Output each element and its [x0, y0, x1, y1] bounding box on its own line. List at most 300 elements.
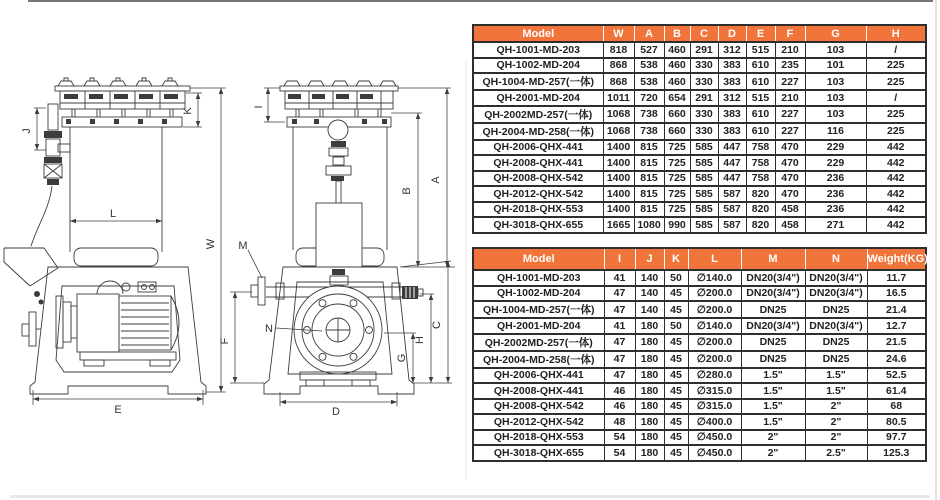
- value-cell: 660: [664, 123, 690, 140]
- model-cell: QH-2002MD-257(一体): [473, 334, 604, 351]
- manifold-bar: [62, 117, 182, 127]
- value-cell: 180: [635, 383, 664, 399]
- value-cell: 758: [746, 155, 775, 171]
- column-header: H: [866, 25, 926, 42]
- value-cell: DN20(3/4"): [741, 318, 805, 334]
- model-cell: QH-3018-QHX-655: [473, 217, 603, 233]
- value-cell: 180: [635, 414, 664, 430]
- value-cell: 660: [664, 106, 690, 123]
- dimension-b: [391, 113, 455, 267]
- value-cell: 2": [805, 430, 867, 446]
- value-cell: 116: [805, 123, 866, 140]
- value-cell: 12.7: [867, 318, 926, 334]
- value-cell: 460: [664, 42, 690, 58]
- value-cell: 236: [805, 202, 866, 218]
- value-cell: 45: [664, 301, 688, 318]
- value-cell: 61.4: [867, 383, 926, 399]
- value-cell: 11.7: [867, 270, 926, 286]
- table-row: [473, 351, 926, 368]
- column-header: G: [805, 25, 866, 42]
- model-cell: QH-1004-MD-257(一体): [473, 301, 604, 318]
- value-cell: 46: [604, 399, 635, 415]
- value-cell: 68: [867, 399, 926, 415]
- value-cell: 330: [690, 58, 718, 74]
- dimension-j: [21, 108, 46, 150]
- value-cell: 458: [775, 202, 805, 218]
- value-cell: 45: [664, 351, 688, 368]
- value-cell: 54: [604, 430, 635, 446]
- value-cell: 610: [746, 123, 775, 140]
- model-cell: QH-1002-MD-204: [473, 58, 603, 74]
- value-cell: 1.5": [741, 383, 805, 399]
- right-view: [219, 81, 455, 418]
- value-cell: 725: [664, 202, 690, 218]
- value-cell: /: [866, 90, 926, 106]
- column-header: J: [635, 248, 664, 270]
- dim-label-b: B: [401, 187, 413, 195]
- value-cell: 41: [604, 318, 635, 334]
- value-cell: 140: [635, 301, 664, 318]
- value-cell: 80.5: [867, 414, 926, 430]
- dim-label-j: J: [21, 128, 33, 134]
- value-cell: 103: [805, 73, 866, 90]
- value-cell: DN20(3/4"): [805, 270, 867, 286]
- value-cell: DN20(3/4"): [741, 286, 805, 302]
- value-cell: ∅450.0: [688, 430, 741, 446]
- value-cell: 1.5": [805, 383, 867, 399]
- value-cell: 210: [775, 42, 805, 58]
- value-cell: 1.5": [741, 368, 805, 384]
- model-cell: QH-2012-QHX-542: [473, 414, 604, 430]
- value-cell: 45: [664, 286, 688, 302]
- value-cell: 1400: [603, 202, 634, 218]
- dimension-i: [253, 88, 285, 122]
- table-row: [473, 42, 926, 58]
- value-cell: 45: [664, 368, 688, 384]
- lid-bar: [55, 86, 190, 91]
- value-cell: 50: [664, 270, 688, 286]
- value-cell: ∅315.0: [688, 383, 741, 399]
- value-cell: 210: [775, 90, 805, 106]
- pump-front: [294, 286, 382, 386]
- filter-plate-row-front: [285, 91, 393, 109]
- value-cell: DN20(3/4"): [741, 270, 805, 286]
- value-cell: 229: [805, 140, 866, 156]
- table-row: [473, 171, 926, 187]
- pump-motor-side: [56, 281, 179, 366]
- value-cell: 180: [635, 351, 664, 368]
- value-cell: 383: [718, 73, 746, 90]
- value-cell: 1400: [603, 171, 634, 187]
- value-cell: 725: [664, 186, 690, 202]
- value-cell: 47: [604, 351, 635, 368]
- dim-label-e: E: [114, 404, 122, 416]
- value-cell: 125.3: [867, 445, 926, 461]
- value-cell: 103: [805, 42, 866, 58]
- value-cell: DN25: [805, 351, 867, 368]
- value-cell: 46: [604, 383, 635, 399]
- table-row: [473, 383, 926, 399]
- scan-artifact-top: [28, 0, 933, 2]
- value-cell: 470: [775, 171, 805, 187]
- value-cell: 2": [805, 399, 867, 415]
- left-hand-wheel: [22, 312, 41, 346]
- table-row: [473, 90, 926, 106]
- value-cell: 460: [664, 58, 690, 74]
- lid-bar-front: [280, 86, 398, 91]
- value-cell: 654: [664, 90, 690, 106]
- value-cell: 725: [664, 140, 690, 156]
- left-view: [4, 78, 226, 416]
- value-cell: 442: [866, 155, 926, 171]
- table-row: [473, 140, 926, 156]
- value-cell: 21.5: [867, 334, 926, 351]
- value-cell: 515: [746, 42, 775, 58]
- table-row: [473, 202, 926, 218]
- dim-label-k: K: [182, 107, 194, 115]
- column-header: M: [741, 248, 805, 270]
- value-cell: 868: [603, 73, 634, 90]
- value-cell: 442: [866, 217, 926, 233]
- value-cell: 815: [634, 186, 664, 202]
- value-cell: 447: [718, 155, 746, 171]
- table-row: [473, 73, 926, 90]
- value-cell: 585: [690, 217, 718, 233]
- value-cell: 758: [746, 171, 775, 187]
- value-cell: 470: [775, 140, 805, 156]
- model-cell: QH-2004-MD-258(一体): [473, 351, 604, 368]
- value-cell: 41: [604, 270, 635, 286]
- chamber-bottom: [74, 248, 158, 266]
- callout-m: [238, 240, 262, 278]
- dim-label-c: C: [431, 321, 443, 329]
- value-cell: 447: [718, 171, 746, 187]
- value-cell: 383: [718, 106, 746, 123]
- value-cell: 1665: [603, 217, 634, 233]
- dim-label-w: W: [205, 238, 217, 250]
- filter-chamber: [70, 127, 162, 252]
- table-row: [473, 270, 926, 286]
- value-cell: 235: [775, 58, 805, 74]
- value-cell: DN25: [741, 301, 805, 318]
- dim-label-a: A: [430, 176, 442, 184]
- value-cell: 383: [718, 58, 746, 74]
- value-cell: ∅200.0: [688, 351, 741, 368]
- dimension-f: [219, 292, 264, 383]
- model-cell: QH-2008-QHX-542: [473, 399, 604, 415]
- dimension-a: [398, 88, 451, 267]
- value-cell: 140: [635, 286, 664, 302]
- value-cell: 610: [746, 106, 775, 123]
- value-cell: 820: [746, 186, 775, 202]
- column-header: L: [688, 248, 741, 270]
- value-cell: 610: [746, 73, 775, 90]
- model-cell: QH-2008-QHX-441: [473, 155, 603, 171]
- value-cell: 47: [604, 286, 635, 302]
- value-cell: 868: [603, 58, 634, 74]
- drain-hopper: [4, 248, 58, 305]
- value-cell: 1068: [603, 123, 634, 140]
- value-cell: 585: [690, 186, 718, 202]
- value-cell: 820: [746, 217, 775, 233]
- value-cell: 236: [805, 171, 866, 187]
- value-cell: 45: [664, 430, 688, 446]
- value-cell: 103: [805, 90, 866, 106]
- column-header: Model: [473, 25, 603, 42]
- table-row: [473, 414, 926, 430]
- value-cell: 227: [775, 73, 805, 90]
- value-cell: 140: [635, 270, 664, 286]
- value-cell: 225: [866, 73, 926, 90]
- value-cell: 815: [634, 140, 664, 156]
- table-row: [473, 445, 926, 461]
- value-cell: 45: [664, 383, 688, 399]
- value-cell: 1080: [634, 217, 664, 233]
- column-header: D: [718, 25, 746, 42]
- dim-label-g: G: [396, 353, 408, 363]
- value-cell: 330: [690, 123, 718, 140]
- value-cell: 383: [718, 123, 746, 140]
- filter-plate-row: [60, 91, 185, 109]
- dimension-l: [70, 208, 162, 221]
- value-cell: 225: [866, 106, 926, 123]
- dim-label-d: D: [332, 406, 340, 418]
- column-header: K: [664, 248, 688, 270]
- center-valve-stack: [326, 120, 351, 203]
- scan-artifact-mid-line: [465, 60, 467, 480]
- value-cell: 180: [635, 334, 664, 351]
- value-cell: 180: [635, 445, 664, 461]
- model-cell: QH-2002MD-257(一体): [473, 106, 603, 123]
- model-cell: QH-2001-MD-204: [473, 318, 604, 334]
- dimension-d: [280, 392, 397, 418]
- value-cell: 101: [805, 58, 866, 74]
- value-cell: 470: [775, 186, 805, 202]
- column-header: N: [805, 248, 867, 270]
- value-cell: 2.5": [805, 445, 867, 461]
- model-cell: QH-2018-QHX-553: [473, 430, 604, 446]
- dimension-w: [190, 88, 226, 392]
- value-cell: DN25: [805, 301, 867, 318]
- value-cell: 271: [805, 217, 866, 233]
- value-cell: 1.5": [805, 368, 867, 384]
- value-cell: 818: [603, 42, 634, 58]
- value-cell: 820: [746, 202, 775, 218]
- value-cell: 458: [775, 217, 805, 233]
- value-cell: 1.5": [741, 399, 805, 415]
- value-cell: 48: [604, 414, 635, 430]
- dimensions-table-overall: [472, 24, 927, 234]
- value-cell: 45: [664, 334, 688, 351]
- value-cell: 447: [718, 140, 746, 156]
- value-cell: 180: [635, 399, 664, 415]
- value-cell: 312: [718, 42, 746, 58]
- header-row: [473, 25, 926, 42]
- value-cell: 585: [690, 171, 718, 187]
- value-cell: ∅400.0: [688, 414, 741, 430]
- value-cell: 180: [635, 368, 664, 384]
- value-cell: 1400: [603, 155, 634, 171]
- value-cell: 1400: [603, 186, 634, 202]
- table-row: [473, 58, 926, 74]
- value-cell: 45: [664, 414, 688, 430]
- value-cell: 312: [718, 90, 746, 106]
- model-cell: QH-2006-QHX-441: [473, 140, 603, 156]
- value-cell: 291: [690, 42, 718, 58]
- value-cell: 227: [775, 106, 805, 123]
- value-cell: 738: [634, 106, 664, 123]
- value-cell: 180: [635, 318, 664, 334]
- value-cell: 2": [741, 445, 805, 461]
- value-cell: 538: [634, 58, 664, 74]
- scan-artifact-right-line: [935, 0, 937, 500]
- table-row: [473, 123, 926, 140]
- value-cell: 24.6: [867, 351, 926, 368]
- value-cell: 52.5: [867, 368, 926, 384]
- value-cell: 470: [775, 155, 805, 171]
- value-cell: 330: [690, 106, 718, 123]
- value-cell: 47: [604, 301, 635, 318]
- value-cell: 442: [866, 186, 926, 202]
- column-header: F: [775, 25, 805, 42]
- value-cell: 291: [690, 90, 718, 106]
- model-cell: QH-2001-MD-204: [473, 90, 603, 106]
- model-cell: QH-2006-QHX-441: [473, 368, 604, 384]
- table-row: [473, 301, 926, 318]
- value-cell: ∅140.0: [688, 318, 741, 334]
- dim-label-l: L: [109, 208, 117, 220]
- value-cell: ∅200.0: [688, 334, 741, 351]
- value-cell: 225: [866, 123, 926, 140]
- value-cell: 225: [866, 58, 926, 74]
- value-cell: 16.5: [867, 286, 926, 302]
- value-cell: 587: [718, 217, 746, 233]
- value-cell: 587: [718, 202, 746, 218]
- table-row: [473, 155, 926, 171]
- value-cell: 1068: [603, 106, 634, 123]
- value-cell: ∅200.0: [688, 301, 741, 318]
- value-cell: 229: [805, 155, 866, 171]
- column-header: E: [746, 25, 775, 42]
- value-cell: 45: [664, 399, 688, 415]
- lid-nozzles-front: [284, 81, 396, 86]
- dimension-h: [414, 294, 434, 383]
- value-cell: 442: [866, 140, 926, 156]
- value-cell: 50: [664, 318, 688, 334]
- model-cell: QH-2008-QHX-441: [473, 383, 604, 399]
- value-cell: 103: [805, 106, 866, 123]
- column-header: W: [603, 25, 634, 42]
- value-cell: 1400: [603, 140, 634, 156]
- value-cell: 815: [634, 171, 664, 187]
- dim-label-i: I: [253, 105, 265, 109]
- value-cell: ∅315.0: [688, 399, 741, 415]
- value-cell: 21.4: [867, 301, 926, 318]
- value-cell: 720: [634, 90, 664, 106]
- value-cell: 515: [746, 90, 775, 106]
- value-cell: DN25: [741, 334, 805, 351]
- model-cell: QH-2018-QHX-553: [473, 202, 603, 218]
- table-row: [473, 368, 926, 384]
- table-row: [473, 106, 926, 123]
- suction-box: [316, 203, 362, 267]
- model-cell: QH-1001-MD-203: [473, 270, 604, 286]
- value-cell: 47: [604, 368, 635, 384]
- model-cell: QH-2004-MD-258(一体): [473, 123, 603, 140]
- column-header: Weight(KG): [867, 248, 926, 270]
- value-cell: 738: [634, 123, 664, 140]
- plate-drop-pipes: [72, 109, 173, 117]
- value-cell: 442: [866, 171, 926, 187]
- value-cell: 725: [664, 171, 690, 187]
- dim-label-n: N: [265, 323, 273, 335]
- value-cell: 815: [634, 202, 664, 218]
- column-header: A: [634, 25, 664, 42]
- value-cell: DN25: [805, 334, 867, 351]
- dim-label-h: H: [414, 336, 426, 344]
- dimensions-table-connections: [472, 247, 927, 462]
- model-cell: QH-1002-MD-204: [473, 286, 604, 302]
- dim-label-m: M: [238, 240, 248, 252]
- value-cell: 815: [634, 155, 664, 171]
- value-cell: 2": [741, 430, 805, 446]
- value-cell: 236: [805, 186, 866, 202]
- value-cell: 758: [746, 140, 775, 156]
- value-cell: 527: [634, 42, 664, 58]
- value-cell: 460: [664, 73, 690, 90]
- value-cell: 587: [718, 186, 746, 202]
- lid-nozzles: [58, 78, 178, 86]
- value-cell: ∅200.0: [688, 286, 741, 302]
- scan-artifact-bottom: [10, 495, 930, 498]
- value-cell: 54: [604, 445, 635, 461]
- value-cell: 2": [805, 414, 867, 430]
- value-cell: ∅280.0: [688, 368, 741, 384]
- value-cell: ∅140.0: [688, 270, 741, 286]
- value-cell: ∅450.0: [688, 445, 741, 461]
- value-cell: 1011: [603, 90, 634, 106]
- value-cell: 45: [664, 445, 688, 461]
- plate-drop-pipes-front: [296, 109, 381, 117]
- dim-label-f: F: [219, 337, 231, 345]
- value-cell: 330: [690, 73, 718, 90]
- value-cell: 180: [635, 430, 664, 446]
- header-row: [473, 248, 926, 270]
- model-cell: QH-1004-MD-257(一体): [473, 73, 603, 90]
- column-header: C: [690, 25, 718, 42]
- column-header: Model: [473, 248, 604, 270]
- value-cell: 227: [775, 123, 805, 140]
- column-header: B: [664, 25, 690, 42]
- value-cell: DN20(3/4"): [805, 318, 867, 334]
- model-cell: QH-3018-QHX-655: [473, 445, 604, 461]
- value-cell: 585: [690, 202, 718, 218]
- value-cell: DN20(3/4"): [805, 286, 867, 302]
- table-row: [473, 334, 926, 351]
- value-cell: 1.5": [741, 414, 805, 430]
- value-cell: 538: [634, 73, 664, 90]
- value-cell: 585: [690, 155, 718, 171]
- value-cell: 442: [866, 202, 926, 218]
- value-cell: 97.7: [867, 430, 926, 446]
- value-cell: DN25: [741, 351, 805, 368]
- value-cell: 990: [664, 217, 690, 233]
- table-row: [473, 217, 926, 233]
- value-cell: 610: [746, 58, 775, 74]
- value-cell: 725: [664, 155, 690, 171]
- model-cell: QH-1001-MD-203: [473, 42, 603, 58]
- table-row: [473, 318, 926, 334]
